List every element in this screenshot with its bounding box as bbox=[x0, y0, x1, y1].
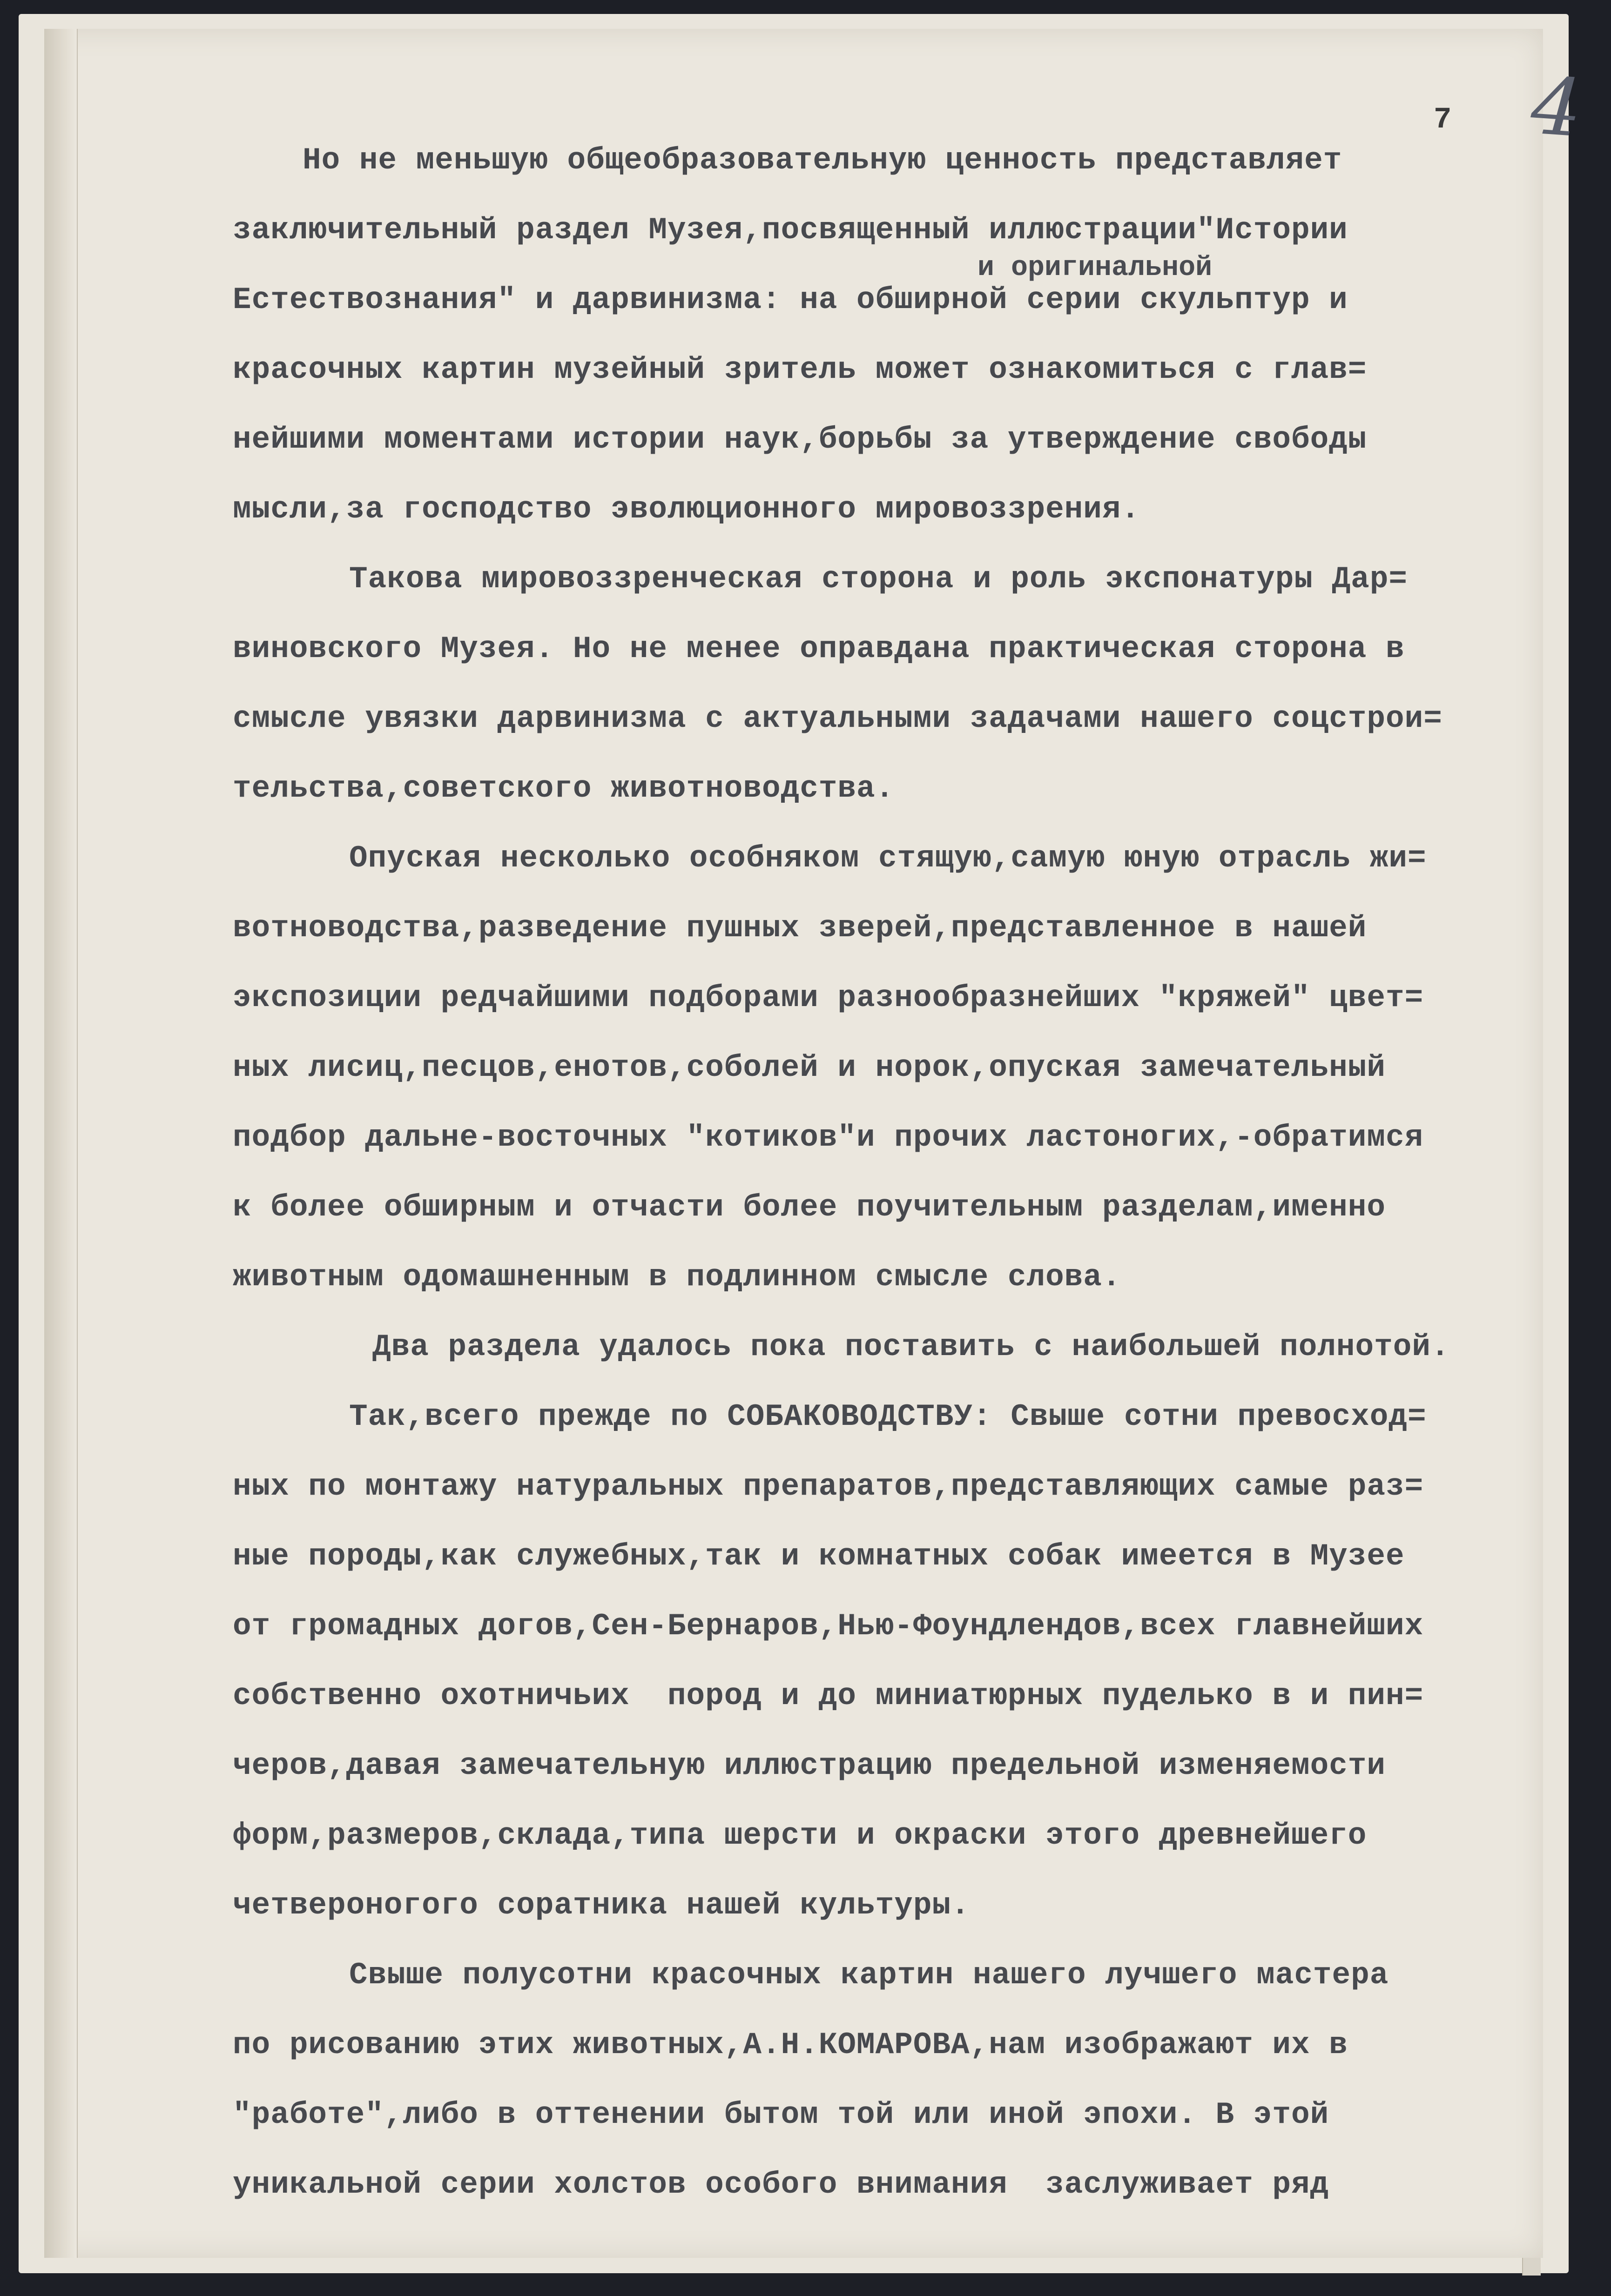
text-line: по рисованию этих животных,А.Н.КОМАРОВА,нам изображают их в bbox=[233, 2027, 1348, 2062]
page-number-handwritten: 4 bbox=[1528, 60, 1585, 155]
page-number-typed: 7 bbox=[1434, 103, 1452, 137]
text-line: от громадных догов,Сен-Бернаров,Нью-Фоундлендов,всех главнейших bbox=[233, 1609, 1424, 1644]
text-line: Такова мировоззренческая сторона и роль экспонатуры Дар= bbox=[349, 562, 1408, 597]
text-line: экспозиции редчайшими подборами разнообразнейших "кряжей" цвет= bbox=[233, 980, 1424, 1015]
text-line: черов,давая замечательную иллюстрацию предельной изменяемости bbox=[233, 1748, 1386, 1783]
text-line: ных лисиц,песцов,енотов,соболей и норок,опуская замечательный bbox=[233, 1050, 1386, 1085]
text-line: Естествознания" и дарвинизма: на обширной серии скульптур и bbox=[233, 282, 1348, 317]
text-line: четвероногого соратника нашей культуры. bbox=[233, 1888, 970, 1923]
text-line: собственно охотничьих пород и до миниатюрных пуделько в и пин= bbox=[233, 1678, 1424, 1713]
text-line: мысли,за господство эволюционного мировоззрения. bbox=[233, 492, 1140, 527]
text-line: уникальной серии холстов особого внимания заслуживает ряд bbox=[233, 2167, 1329, 2202]
text-line: вотноводства,разведение пушных зверей,представленное в нашей bbox=[233, 911, 1367, 946]
text-line: красочных картин музейный зритель может ознакомиться с глав= bbox=[233, 352, 1367, 387]
text-line: Опуская несколько особняком стящую,самую юную отрасль жи= bbox=[349, 841, 1427, 876]
document-page bbox=[44, 29, 1585, 2258]
text-line: смысле увязки дарвинизма с актуальными задачами нашего соцстрои= bbox=[233, 701, 1442, 736]
text-line: ных по монтажу натуральных препаратов,представляющих самые раз= bbox=[233, 1469, 1424, 1504]
text-line: тельства,советского животноводства. bbox=[233, 771, 895, 806]
text-line: к более обширным и отчасти более поучительным разделам,именно bbox=[233, 1190, 1386, 1225]
text-line: нейшими моментами истории наук,борьбы за утверждение свободы bbox=[233, 422, 1367, 457]
interlinear-insertion: и оригинальной bbox=[977, 252, 1213, 284]
text-line: животным одомашненным в подлинном смысле слова. bbox=[233, 1260, 1121, 1295]
text-line: Так,всего прежде по СОБАКОВОДСТВУ: Свыше сотни превосход= bbox=[349, 1399, 1427, 1434]
text-line: заключительный раздел Музея,посвященный иллюстрации"Истории bbox=[233, 213, 1348, 248]
text-line: Но не меньшую общеобразовательную ценность представляет bbox=[303, 143, 1342, 178]
text-line: виновского Музея. Но не менее оправдана практическая сторона в bbox=[233, 631, 1405, 666]
text-line: Свыше полусотни красочных картин нашего лучшего мастера bbox=[349, 1958, 1389, 1993]
text-line: ные породы,как служебных,так и комнатных собак имеется в Музее bbox=[233, 1539, 1405, 1574]
text-line: подбор дальне-восточных "котиков"и прочих ластоногих,-обратимся bbox=[233, 1120, 1424, 1155]
text-line: Два раздела удалось пока поставить с наибольшей полнотой. bbox=[372, 1329, 1450, 1364]
typewritten-text bbox=[44, 29, 1543, 2258]
text-line: "работе",либо в оттенении бытом той или иной эпохи. В этой bbox=[233, 2097, 1329, 2132]
text-line: форм,размеров,склада,типа шерсти и окраски этого древнейшего bbox=[233, 1818, 1367, 1853]
